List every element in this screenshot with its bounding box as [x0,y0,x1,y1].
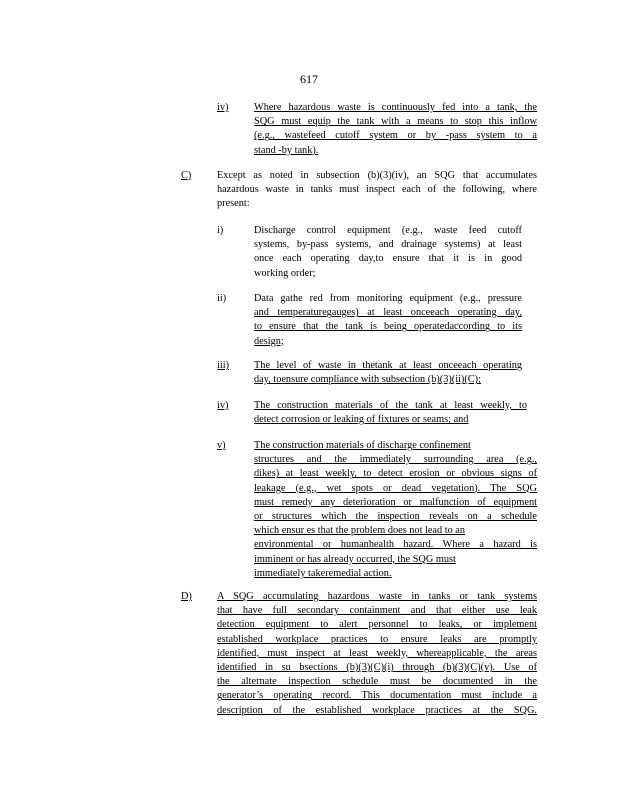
item-label-i: i) [217,225,224,236]
text-line: The construction materials of the tank at least weekly, to [254,400,527,411]
text-line: detect corrosion or leaking of fixtures or seams; and [254,414,469,426]
text-line: imminent or has already occurred, the SQG must [254,553,456,565]
text-line: the alternate inspection schedule must be documented in the [217,676,537,688]
item-label-ii: ii) [217,293,227,304]
text-line: Data gathe red from monitoring equipment (e.g., pressure [254,293,522,304]
text-line: established workplace practices to ensure leaks are promptly [217,633,537,645]
text-line: and temperaturegauges) at least onceeach operating day, [254,307,522,319]
text-line: A SQG accumulating hazardous waste in tanks or tank systems [217,591,537,602]
text-line: dikes) at least weekly, to detect erosion or obvious signs of [254,468,537,480]
item-i-text [254,224,522,281]
text-line: environmental or humanhealth hazard. Where a hazard is [254,539,537,551]
text-line: stand -by tank). [254,144,319,156]
text-line: The construction materials of discharge confinement [254,440,471,451]
text-line: hazardous waste in tanks must inspect each of the following, where [217,184,537,196]
text-line: systems, by-pass systems, and drainage systems) at least [254,239,522,251]
item-label-iv-top: iv) [217,102,229,113]
item-label-iv: iv) [217,400,229,411]
section-label-c: C) [181,170,192,181]
text-line: SQG must equip the tank with a means to stop this inflow [254,116,537,128]
text-line: immediately takeremedial action. [254,567,392,579]
section-d-text [217,590,537,718]
text-line: detection equipment to alert personnel to leaks, or implement [217,619,537,631]
section-label-d: D) [181,591,192,602]
item-iv-top-text [254,101,537,158]
text-line: leakage (e.g., wet spots or dead vegetation). The SQG [254,482,537,494]
text-line: present: [217,198,250,210]
item-iv-text [254,399,527,427]
text-line: working order; [254,267,316,279]
text-line: description of the established workplace practices at the SQG. [217,704,537,716]
text-line: to ensure that the tank is being operatedaccording to its [254,321,522,333]
text-line: that have full secondary containment and that either use leak [217,605,537,617]
section-c-text [217,169,537,212]
text-line: generator’s operating record. This documentation must include a [217,690,537,702]
item-ii-text [254,292,522,349]
text-line: Except as noted in subsection (b)(3)(iv), an SQG that accumulates [217,170,537,181]
text-line: or structures which the inspection reveals on a schedule [254,511,537,523]
page-number: 617 [300,72,318,86]
item-label-iii: iii) [217,360,230,371]
text-line: identified, must inspect at least weekly, whereapplicable, the areas [217,647,537,659]
item-label-v: v) [217,440,226,451]
text-line: The level of waste in thetank at least onceeach operating [254,360,522,371]
text-line: identified in su bsections (b)(3)(C)(i) through (b)(3)(C)(v). Use of [217,662,537,674]
text-line: (e.g., wastefeed cutoff system or by -pass system to a [254,130,537,142]
text-line: which ensur es that the problem does not lead to an [254,525,466,537]
text-line: must remedy any deterioration or malfunction of equipment [254,496,537,508]
item-v-text [254,439,537,581]
text-line: design; [254,335,284,347]
text-line: Where hazardous waste is continuously fed into a tank, the [254,102,537,113]
text-line: day, toensure compliance with subsection (b)(3)(ii)(C); [254,374,481,386]
item-iii-text [254,359,522,387]
text-line: structures and the immediately surrounding area (e.g., [254,454,537,466]
text-line: Discharge control equipment (e.g., waste feed cutoff [254,225,522,236]
text-line: once each operating day,to ensure that it is in good [254,253,522,265]
